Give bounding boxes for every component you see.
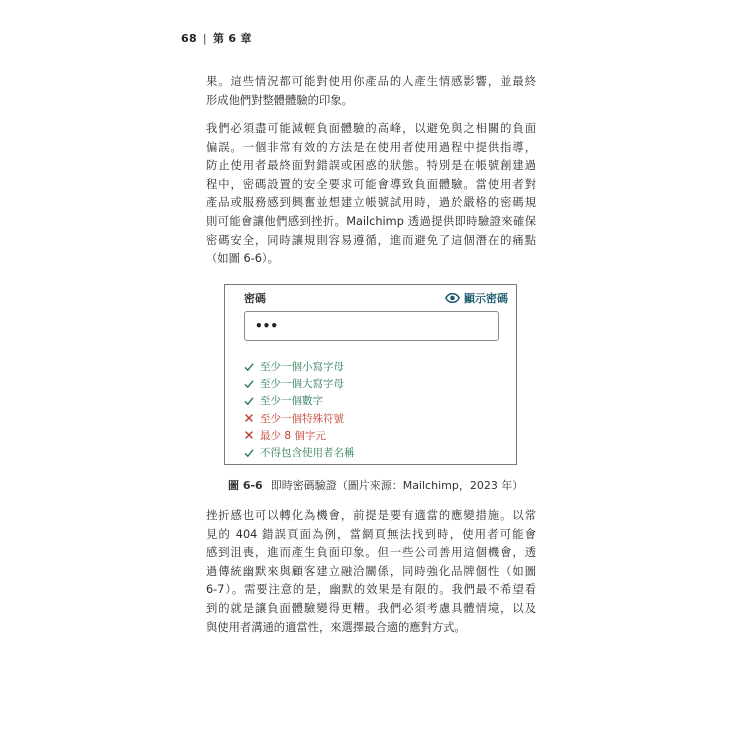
paragraph-2-line: （如圖 6-6）。 xyxy=(206,252,279,266)
paragraph-3-line: 與使用者溝通的適當性，來選擇最合適的應對方式。 xyxy=(206,620,466,634)
cross-icon xyxy=(244,413,254,423)
check-icon xyxy=(244,362,254,372)
paragraph-1-line: 形成他們對整體體驗的印象。 xyxy=(206,93,353,107)
paragraph-3-line: 到的就是讓負面體驗變得更糟。我們必須考慮具體情境，以及 xyxy=(206,601,536,615)
password-rule-text: 至少一個大寫字母 xyxy=(260,378,344,391)
paragraph-2-line: 則可能會讓他們感到挫折。Mailchimp 透過提供即時驗證來確保 xyxy=(206,214,536,228)
check-icon xyxy=(244,448,254,458)
password-rule-text: 至少一個數字 xyxy=(260,395,323,408)
check-icon xyxy=(244,379,254,389)
paragraph-2 xyxy=(206,120,536,269)
password-rule-text: 最少 8 個字元 xyxy=(260,429,326,442)
figure-number: 圖 6-6 xyxy=(228,479,263,492)
password-rule-item xyxy=(244,427,355,444)
password-rules-list xyxy=(244,358,355,461)
paragraph-3-line: 感到沮喪，進而產生負面印象。但一些公司善用這個機會，透 xyxy=(206,546,536,560)
eye-icon xyxy=(445,293,460,303)
password-rule-item xyxy=(244,444,355,461)
paragraph-2-line: 程中，密碼設置的安全要求可能會導致負面體驗。當使用者對 xyxy=(206,177,536,191)
chapter-label: 第 6 章 xyxy=(212,32,252,45)
header-separator: | xyxy=(202,32,207,45)
paragraph-1 xyxy=(206,73,536,110)
cross-icon xyxy=(244,430,254,440)
password-rule-item xyxy=(244,375,355,392)
password-input[interactable]: ••• xyxy=(244,311,499,341)
password-validation-figure xyxy=(224,284,517,465)
password-rule-item xyxy=(244,392,355,409)
page-header xyxy=(181,30,252,46)
figure-caption xyxy=(228,477,523,493)
password-rule-text: 不得包含使用者名稱 xyxy=(260,447,355,460)
password-label: 密碼 xyxy=(244,292,266,305)
password-rule-text: 至少一個小寫字母 xyxy=(260,361,344,374)
caption-text: 即時密碼驗證（圖片來源：Mailchimp，2023 年） xyxy=(270,479,524,492)
paragraph-2-line: 產品或服務感到興奮並想建立帳號試用時，過於嚴格的密碼規 xyxy=(206,196,536,210)
paragraph-3-line: 見的 404 錯誤頁面為例，當網頁無法找到時，使用者可能會 xyxy=(206,527,536,541)
paragraph-3-line: 6-7）。需要注意的是，幽默的效果是有限的。我們最不希望看 xyxy=(206,583,536,597)
paragraph-2-line: 我們必須盡可能減輕負面體驗的高峰，以避免與之相關的負面 xyxy=(206,122,536,135)
show-password-label: 顯示密碼 xyxy=(464,292,508,305)
page-number: 68 xyxy=(181,32,197,45)
paragraph-1-line: 果。這些情況都可能對使用你產品的人產生情感影響，並最終 xyxy=(206,75,536,88)
password-rule-item xyxy=(244,410,355,427)
paragraph-3-line: 挫折感也可以轉化為機會，前提是要有適當的應變措施。以常 xyxy=(206,509,536,522)
paragraph-3 xyxy=(206,507,536,637)
show-password-button[interactable] xyxy=(445,290,508,306)
paragraph-2-line: 防止使用者最終面對錯誤或困惑的狀態。特別是在帳號創建過 xyxy=(206,159,536,173)
paragraph-3-line: 過傳統幽默來與顧客建立融洽關係，同時強化品牌個性（如圖 xyxy=(206,564,536,578)
paragraph-2-line: 密碼安全，同時讓規則容易遵循，進而避免了這個潛在的痛點 xyxy=(206,233,536,247)
paragraph-2-line: 偏誤。一個非常有效的方法是在使用者使用過程中提供指導， xyxy=(206,140,536,154)
password-rule-item xyxy=(244,358,355,375)
check-icon xyxy=(244,396,254,406)
password-rule-text: 至少一個特殊符號 xyxy=(260,412,344,425)
